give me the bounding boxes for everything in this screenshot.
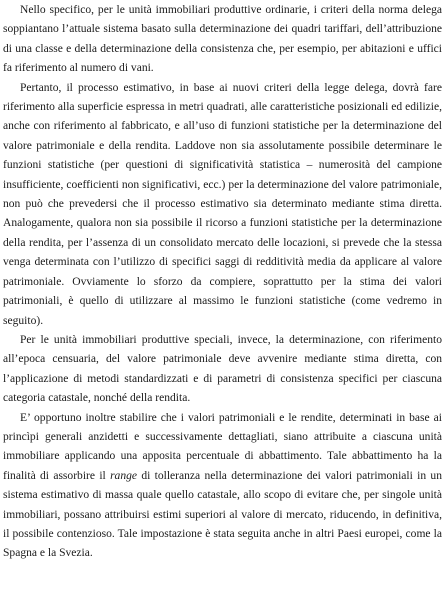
paragraph-4-text-before: E’ opportuno inoltre stabilire che i valori patrimoniali e le rendite, determinati in base ai princìpi generali anzidetti e successivamente dettagliati, siano attribuite a ciascuna unità immobiliare applicando una apposita percentuale di abbattimento. Tale abbattimento ha la finalità di assorbire il [3,411,442,482]
paragraph-2-text: Pertanto, il processo estimativo, in base ai nuovi criteri della legge delega, dovrà fare riferimento alla superficie espressa in metri quadrati, alle caratteristiche posizionali ed edilizie, anche con riferimento al fabbricato, e all’uso di funzioni statistiche per la determinazione del valore patrimoniale e della rendita. Laddove non sia assolutamente possibile determinare le funzioni statistiche (per questioni di significatività statistica – numerosità del campione insufficiente, coefficienti non significativi, ecc.) per la determinazione del valore patrimoniale, non può che prevedersi che il processo estimativo sia determinato mediante stima diretta. Analogamente, qualora non sia possibile il ricorso a funzioni statistiche per la determinazione della rendita, per l’assenza di un consolidato mercato delle locazioni, si prevede che la stessa venga determinata con l’utilizzo di specifici saggi di redditività media da applicare al valore patrimoniale. Ovviamente lo sforzo da compiere, soprattutto per la stima dei valori patrimoniali, è quello di utilizzare al massimo le funzioni statistiche (come vedremo in seguito). [3,81,442,327]
paragraph-2 [3,79,442,331]
paragraph-4 [3,409,442,564]
paragraph-3 [3,331,442,409]
document-body [3,1,442,564]
paragraph-1-text: Nello specifico, per le unità immobiliari produttive ordinarie, i criteri della norma delega soppiantano l’attuale sistema basato sulla determinazione dei quadri tariffari, dell’attribuzione di una classe e della determinazione della consistenza che, per esempio, per abitazioni e uffici fa riferimento al numero di vani. [3,4,442,75]
paragraph-4-text-after: di tolleranza nella determinazione dei valori patrimoniali in un sistema estimativo di massa quale quello catastale, allo scopo di evitare che, per singole unità immobiliari, possano attribuirsi estimi superiori al valore di mercato, riducendo, in definitiva, il possibile contenzioso. Tale impostazione è stata seguita anche in altri Paesi europei, come la Spagna e la Svezia. [3,469,442,560]
paragraph-1 [3,1,442,79]
paragraph-4-italic-term: range [110,469,138,482]
paragraph-3-text: Per le unità immobiliari produttive speciali, invece, la determinazione, con riferimento all’epoca censuaria, del valore patrimoniale deve avvenire mediante stima diretta, con l’applicazione di metodi standardizzati e di parametri di consistenza specifici per ciascuna categoria catastale, nonché della rendita. [3,333,442,405]
